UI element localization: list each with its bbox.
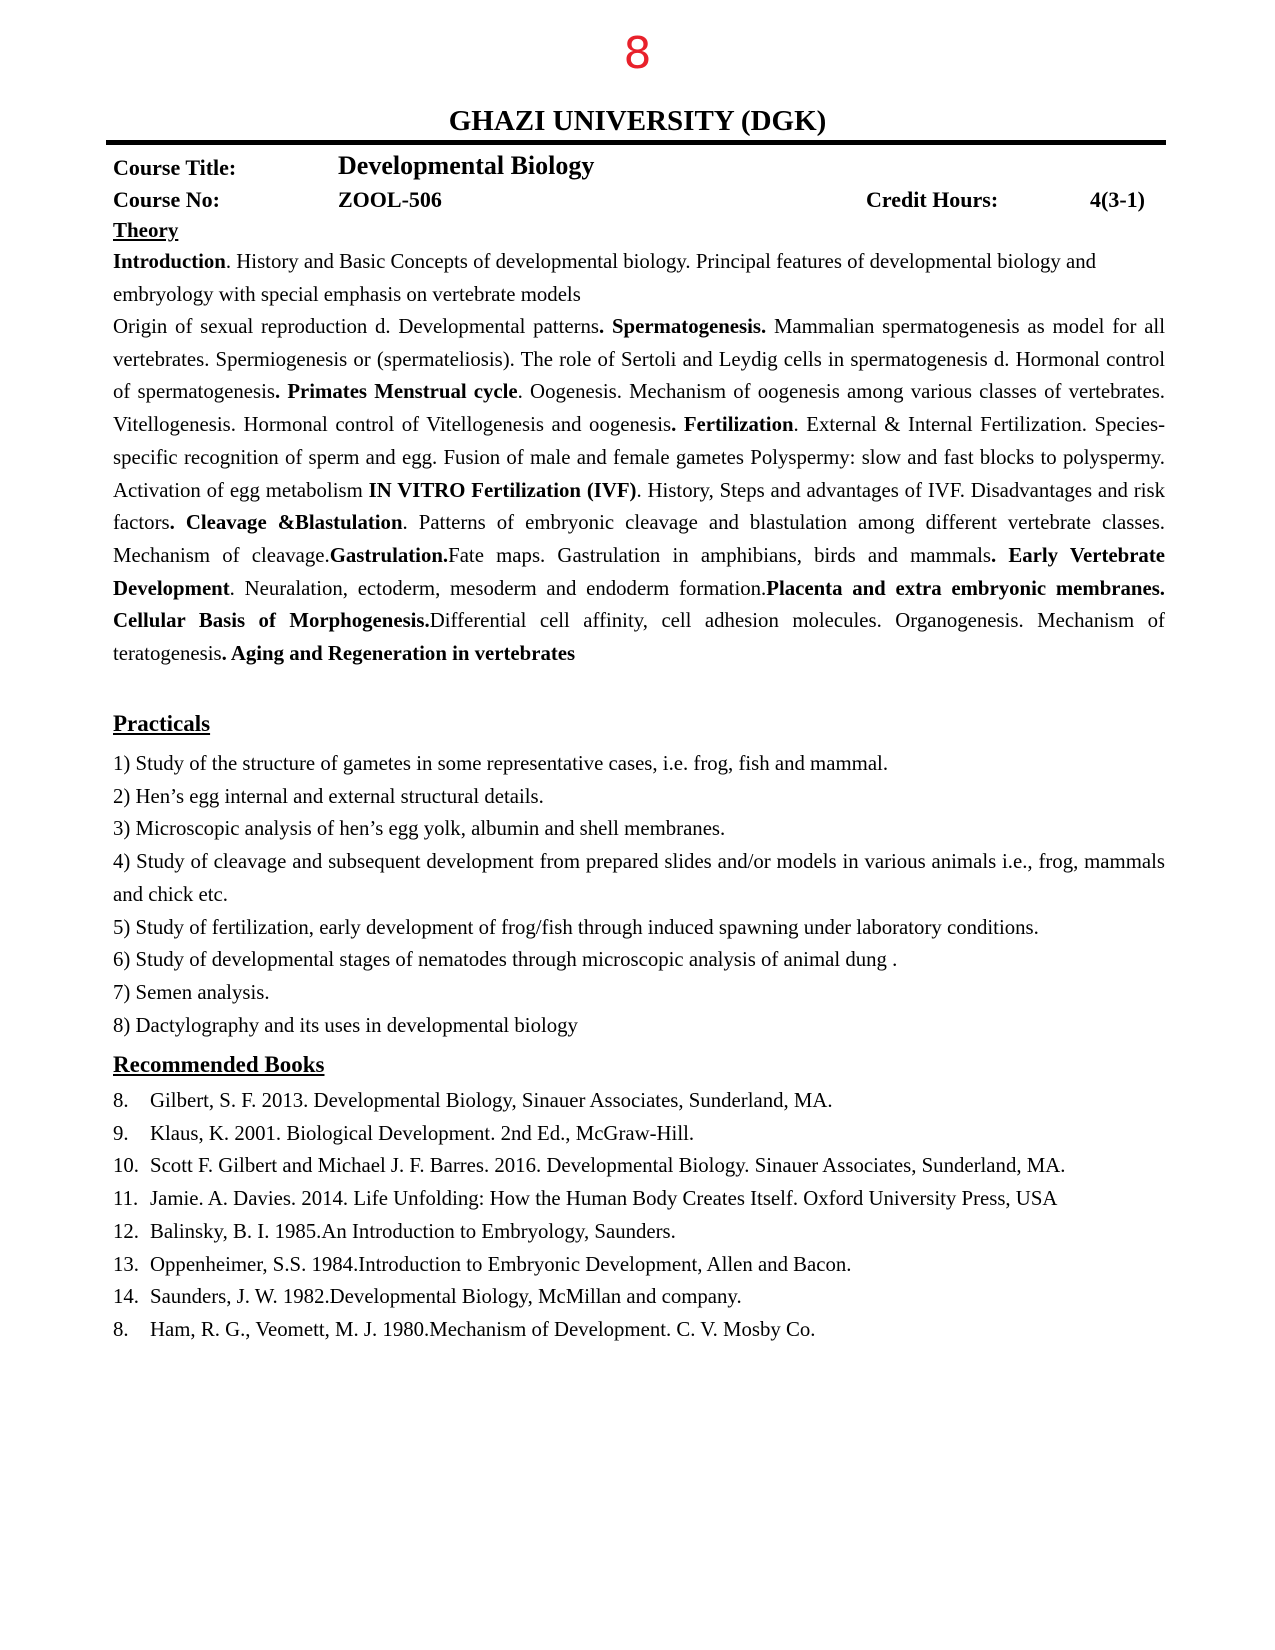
book-number: 11. [113, 1187, 139, 1211]
theory-term: IN VITRO Fertilization (IVF) [368, 478, 637, 502]
book-item [113, 1249, 1165, 1282]
theory-term: . Cleavage &Blastulation [169, 511, 403, 535]
books-heading: Recommended Books [113, 1052, 325, 1077]
book-item [113, 1118, 1165, 1151]
theory-text: Origin of sexual reproduction d. Developmental patterns [113, 315, 599, 338]
practical-item: 8) Dactylography and its uses in developmental biology [113, 1013, 578, 1037]
theory-text: . External & Internal Fertilization. Species-specific recognition of sperm and egg. Fusion of male and female gametes Polyspermy: slow and fast blocks to polyspermy. Activation of egg metabolism [113, 413, 1165, 502]
book-number: 13. [113, 1252, 139, 1276]
practical-item: 7) Semen analysis. [113, 980, 270, 1004]
book-citation: Ham, R. G., Veomett, M. J. 1980.Mechanism of Development. C. V. Mosby Co. [150, 1317, 816, 1341]
book-number: 14. [113, 1285, 139, 1309]
book-citation: Saunders, J. W. 1982.Developmental Biology, McMillan and company. [150, 1285, 742, 1309]
book-number: 8. [113, 1089, 129, 1112]
practical-item: 5) Study of fertilization, early development of frog/fish through induced spawning under laboratory conditions. [113, 915, 1039, 939]
theory-term: . Fertilization [671, 413, 794, 437]
theory-term: Placenta and extra embryonic membranes. Cellular Basis of Morphogenesis. [113, 576, 1165, 633]
theory-text: . Oogenesis. Mechanism of oogenesis among various classes of vertebrates. Vitellogenesis. Hormonal control of Vitellogenesis and oogenesis [113, 380, 1165, 437]
books-list [113, 1085, 1165, 1347]
course-title-label: Course Title: [113, 155, 237, 180]
book-citation: Jamie. A. Davies. 2014. Life Unfolding: How the Human Body Creates Itself. Oxford University Press, USA [150, 1187, 1058, 1211]
theory-text: . History, Steps and advantages of IVF. Disadvantages and risk factors [113, 478, 1165, 535]
book-citation: Oppenheimer, S.S. 1984.Introduction to Embryonic Development, Allen and Bacon. [150, 1252, 852, 1276]
book-citation: Balinsky, B. I. 1985.An Introduction to Embryology, Saunders. [150, 1219, 676, 1243]
practical-item: 3) Microscopic analysis of hen’s egg yolk, albumin and shell membranes. [113, 817, 726, 841]
book-item [113, 1281, 1165, 1314]
practicals-heading: Practicals [113, 711, 211, 736]
theory-main-paragraph [113, 311, 1165, 671]
course-no-label: Course No: [113, 187, 220, 212]
book-number: 10. [113, 1154, 139, 1178]
credit-hours-label: Credit Hours: [866, 187, 999, 212]
book-item [113, 1216, 1165, 1249]
practical-item: 1) Study of the structure of gametes in some representative cases, i.e. frog, fish and mammal. [113, 752, 889, 775]
practical-item: 2) Hen’s egg internal and external structural details. [113, 784, 544, 808]
book-citation: Klaus, K. 2001. Biological Development. 2nd Ed., McGraw-Hill. [150, 1121, 695, 1145]
intro-term: Introduction [113, 250, 226, 273]
page-number: 8 [623, 28, 652, 79]
course-no-value: ZOOL-506 [338, 187, 442, 212]
book-number: 12. [113, 1219, 139, 1243]
book-number: 9. [113, 1121, 129, 1145]
theory-term: . Aging and Regeneration in vertebrates [221, 642, 576, 666]
intro-text: . History and Basic Concepts of developmental biology. Principal features of developmental biology and embryology with special emphasis on vertebrate models [113, 250, 1097, 306]
book-number: 8. [113, 1317, 129, 1341]
practical-item: 4) Study of cleavage and subsequent development from prepared slides and/or models in various animals i.e., frog, mammals and chick etc. [113, 850, 1165, 906]
university-title: GHAZI UNIVERSITY (DGK) [448, 105, 827, 137]
book-item [113, 1183, 1165, 1216]
theory-term: Gastrulation. [329, 543, 449, 567]
book-item [113, 1150, 1165, 1183]
theory-text: Fate maps. Gastrulation in amphibians, birds and mammals [448, 543, 991, 567]
header-rule [106, 140, 1166, 145]
book-citation: Gilbert, S. F. 2013. Developmental Biology, Sinauer Associates, Sunderland, MA. [150, 1089, 833, 1112]
practicals-list [113, 748, 1165, 1042]
theory-text: Mammalian spermatogenesis as model for all vertebrates. Spermiogenesis or (spermateliosis). The role of Sertoli and Leydig cells in spermatogenesis d. Hormonal control of spermatogenesis [113, 315, 1165, 404]
credit-hours-value: 4(3-1) [1090, 187, 1145, 212]
course-title-value: Developmental Biology [338, 151, 595, 180]
book-item [113, 1085, 1165, 1118]
book-citation: Scott F. Gilbert and Michael J. F. Barres. 2016. Developmental Biology. Sinauer Associates, Sunderland, MA. [150, 1154, 1066, 1178]
theory-text: . Neuralation, ectoderm, mesoderm and endoderm formation. [229, 576, 767, 600]
theory-text: Differential cell affinity, cell adhesion molecules. Organogenesis. Mechanism of teratogenesis [113, 609, 1165, 666]
theory-term: . Spermatogenesis. [599, 315, 767, 338]
book-item [113, 1314, 1165, 1347]
theory-term: . Primates Menstrual cycle [274, 380, 518, 404]
theory-heading: Theory [113, 218, 179, 242]
theory-text: . Patterns of embryonic cleavage and blastulation among different vertebrate classes. Mechanism of cleavage. [113, 511, 1165, 567]
practical-item: 6) Study of developmental stages of nematodes through microscopic analysis of animal dung . [113, 948, 898, 972]
theory-term: . Early Vertebrate Development [113, 543, 1165, 600]
theory-intro-paragraph [113, 246, 1165, 311]
